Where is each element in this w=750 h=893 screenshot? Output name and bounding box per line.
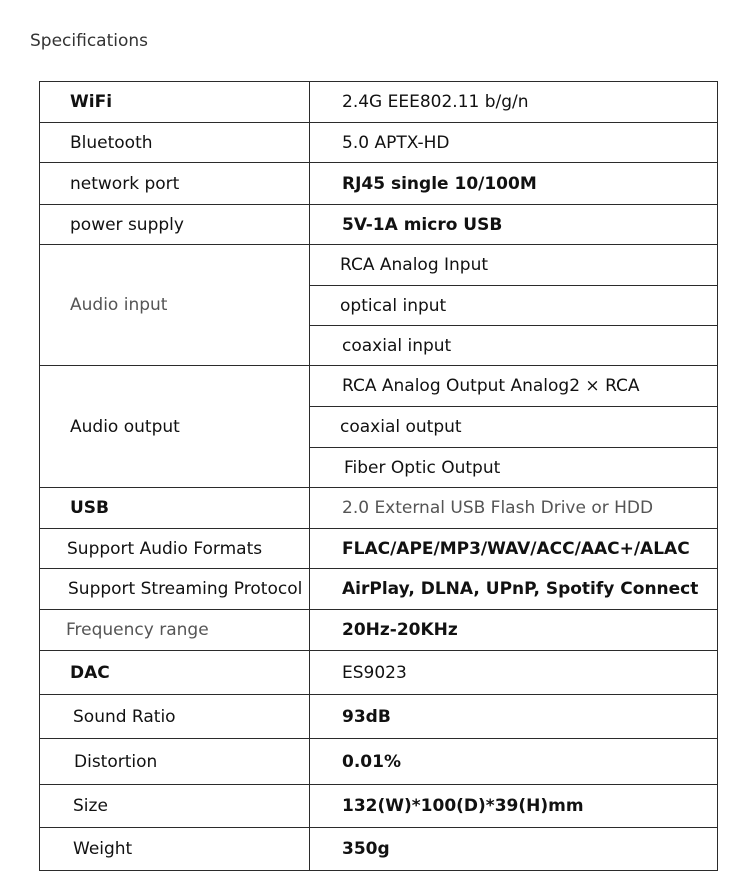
- spec-value: ES9023: [310, 651, 718, 695]
- table-row: [40, 366, 718, 407]
- spec-value: coaxial input: [310, 326, 718, 366]
- table-row: [40, 163, 718, 205]
- spec-label: Audio output: [40, 366, 310, 488]
- spec-value: 93dB: [310, 695, 718, 739]
- spec-label: USB: [40, 488, 310, 529]
- spec-label: Frequency range: [40, 610, 310, 651]
- spec-label: Size: [40, 785, 310, 828]
- spec-value: Fiber Optic Output: [310, 448, 718, 488]
- table-row: [40, 488, 718, 529]
- spec-value: 20Hz-20KHz: [310, 610, 718, 651]
- spec-value: RJ45 single 10/100M: [310, 163, 718, 205]
- spec-value: AirPlay, DLNA, UPnP, Spotify Connect: [310, 569, 718, 610]
- table-row: [40, 785, 718, 828]
- spec-label: Audio input: [40, 245, 310, 366]
- table-row: [40, 610, 718, 651]
- spec-label: Support Audio Formats: [40, 529, 310, 569]
- spec-label: Weight: [40, 828, 310, 871]
- table-row: [40, 651, 718, 695]
- spec-value: 0.01%: [310, 739, 718, 785]
- spec-label: network port: [40, 163, 310, 205]
- page-title: Specifications: [30, 31, 149, 51]
- spec-label: Bluetooth: [40, 123, 310, 163]
- table-row: [40, 569, 718, 610]
- spec-table: [39, 81, 718, 871]
- table-row: [40, 245, 718, 286]
- spec-value: 2.4G EEE802.11 b/g/n: [310, 82, 718, 123]
- table-row: [40, 695, 718, 739]
- spec-value: 132(W)*100(D)*39(H)mm: [310, 785, 718, 828]
- spec-value: 350g: [310, 828, 718, 871]
- spec-value: coaxial output: [310, 407, 718, 448]
- spec-label: WiFi: [40, 82, 310, 123]
- spec-label: DAC: [40, 651, 310, 695]
- spec-value: FLAC/APE/MP3/WAV/ACC/AAC+/ALAC: [310, 529, 718, 569]
- spec-value: 5.0 APTX-HD: [310, 123, 718, 163]
- spec-value: 5V-1A micro USB: [310, 205, 718, 245]
- table-row: [40, 205, 718, 245]
- table-row: [40, 82, 718, 123]
- table-row: [40, 828, 718, 871]
- spec-label: Sound Ratio: [40, 695, 310, 739]
- table-row: [40, 529, 718, 569]
- spec-label: power supply: [40, 205, 310, 245]
- spec-value: optical input: [310, 286, 718, 326]
- table-row: [40, 123, 718, 163]
- spec-value: RCA Analog Input: [310, 245, 718, 286]
- table-row: [40, 739, 718, 785]
- spec-label: Distortion: [40, 739, 310, 785]
- spec-label: Support Streaming Protocol: [40, 569, 310, 610]
- spec-value: RCA Analog Output Analog2 × RCA: [310, 366, 718, 407]
- spec-value: 2.0 External USB Flash Drive or HDD: [310, 488, 718, 529]
